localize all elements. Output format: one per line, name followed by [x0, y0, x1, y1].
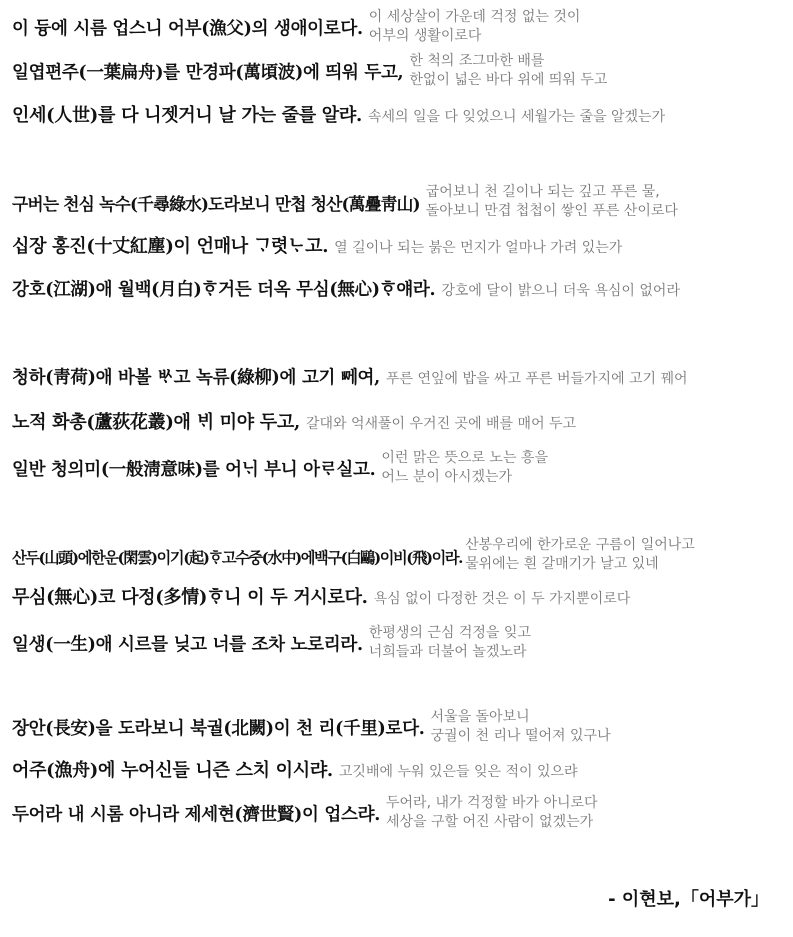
original-verse: 두어라 내 시롬 아니라 제세현(濟世賢)이 업스랴.	[12, 805, 380, 825]
modern-translation: 굽어보니 천 길이나 되는 깊고 푸른 물, 돌아보니 만겹 첩첩이 쌓인 푸른 산이로다	[425, 184, 678, 219]
modern-translation: 한 척의 조그마한 배를 한없이 넓은 바다 위에 띄워 두고	[409, 53, 608, 88]
poem-line	[12, 756, 578, 782]
original-verse: 노적 화총(蘆荻花叢)애 ᄇᆡ 미야 두고,	[12, 412, 300, 433]
poem-line	[12, 232, 622, 258]
modern-translation: 강호에 달이 밝으니 더욱 욕심이 없어라	[441, 283, 680, 299]
modern-translation: 두어라, 내가 걱정할 바가 아니로다 세상을 구할 어진 사람이 없겠는가	[386, 795, 598, 830]
original-verse: 십장 홍진(十丈紅塵)이 언매나 ᄀᆞ렷ᄂᆞ고.	[12, 236, 329, 257]
attribution: - 이현보,「어부가」	[608, 889, 769, 910]
poem-line	[12, 794, 598, 830]
poem-line	[12, 708, 611, 744]
poem-line	[12, 408, 576, 434]
original-verse: 인세(人世)를 다 니젯거니 날 가는 줄를 알랴.	[12, 105, 362, 126]
original-verse: 어주(漁舟)에 누어신들 니즌 스치 이시랴.	[12, 760, 333, 781]
original-verse: 일엽편주(一葉扁舟)를 만경파(萬頃波)에 띄워 두고,	[12, 63, 404, 83]
original-verse: 산두(山頭)에한운(閑雲)이기(起)ᄒᆞ고수중(水中)에백구(白鷗)이비(飛)이라.	[12, 549, 463, 567]
poem-line	[12, 52, 608, 88]
poem-line	[12, 364, 688, 389]
original-verse: 무심(無心)코 다정(多情)ᄒᆞ니 이 두 거시로다.	[12, 587, 368, 608]
poem-line	[12, 583, 630, 609]
modern-translation: 푸른 연잎에 밥을 싸고 푸른 버들가지에 고기 꿰어	[385, 371, 688, 387]
modern-translation: 욕심 없이 다정한 것은 이 두 가지뿐이로다	[373, 591, 631, 607]
poem-line	[12, 624, 531, 660]
original-verse: 강호(江湖)애 월백(月白)ᄒᆞ거든 더옥 무심(無心)ᄒᆞ얘라.	[12, 280, 436, 300]
modern-translation: 산봉우리에 한가로운 구름이 일어나고 물위에는 흰 갈매기가 날고 있네	[465, 537, 695, 572]
poem-line	[12, 449, 548, 485]
original-verse: 이 듕에 시름 업스니 어부(漁父)의 생애이로다.	[12, 19, 363, 39]
modern-translation: 한평생의 근심 걱정을 잊고 너희들과 더불어 놀겠노라	[368, 625, 531, 660]
poem-line	[12, 536, 695, 572]
original-verse: 구버는 천심 녹수(千尋綠水)도라보니 만첩 청산(萬疊靑山)	[12, 194, 420, 214]
poem-line	[12, 183, 678, 219]
modern-translation: 고깃배에 누워 있은들 잊은 적이 있으랴	[338, 764, 578, 780]
original-verse: 장안(長安)을 도라보니 북궐(北闕)이 천 리(千里)로다.	[12, 719, 425, 739]
original-verse: 일생(一生)애 시르믈 닞고 너를 조차 노로리라.	[12, 635, 363, 655]
modern-translation: 갈대와 억새풀이 우거진 곳에 배를 매어 두고	[305, 416, 577, 432]
modern-translation: 서울을 돌아보니 궁궐이 천 리나 떨어져 있구나	[430, 709, 611, 744]
modern-translation: 열 길이나 되는 붉은 먼지가 얼마나 가려 있는가	[334, 240, 623, 256]
poem-line	[12, 276, 680, 301]
modern-translation: 속세의 일을 다 잊었으니 세월가는 줄을 알겠는가	[367, 109, 666, 125]
poem-line	[12, 101, 665, 127]
poem-line	[12, 8, 581, 44]
modern-translation: 이런 맑은 뜻으로 노는 흥을 어느 분이 아시겠는가	[381, 450, 548, 485]
original-verse: 일반 청의미(一般淸意味)를 어ᄂᆡ 부니 아ᄅᆞ실고.	[12, 460, 376, 480]
modern-translation: 이 세상살이 가운데 걱정 없는 것이 어부의 생활이로다	[368, 9, 581, 44]
original-verse: 청하(靑荷)애 바볼 ᄡᆞ고 녹류(綠柳)에 고기 ᄢᅦ여,	[12, 368, 380, 388]
